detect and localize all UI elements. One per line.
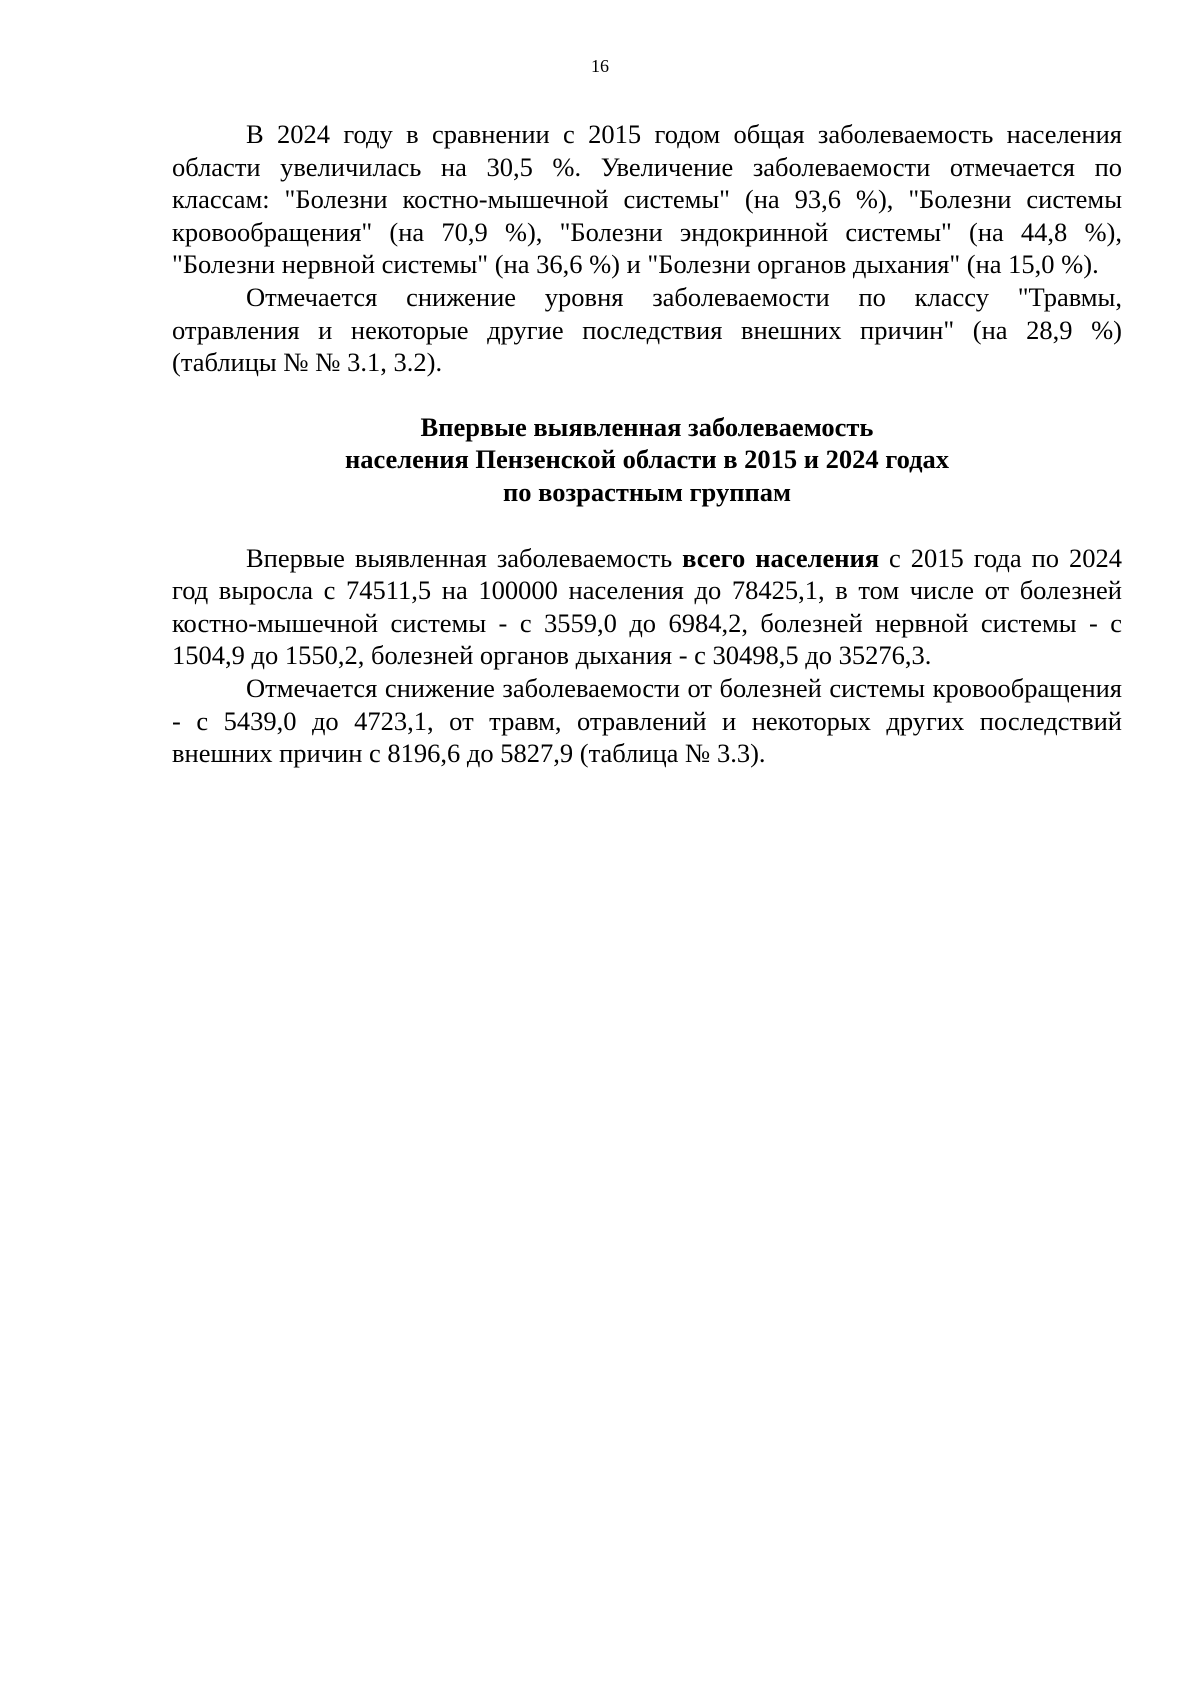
paragraph-new-cases-decrease: Отмечается снижение заболеваемости от болезней системы кровообращения - с 5439,0 до 4723,1, от травм, отравлений и некоторых других последствий внешних причин с 8196,6 до 5827,9 (таблица № 3.3). — [172, 672, 1122, 769]
paragraph-injuries-decrease: Отмечается снижение уровня заболеваемости по классу "Травмы, отравления и некоторые другие последствия внешних причин" (на 28,9 %) (таблицы № № 3.1, 3.2). — [172, 281, 1122, 378]
section-heading-line-2: населения Пензенской области в 2015 и 2024 годах — [344, 444, 950, 475]
section-heading-line-3: по возрастным группам — [502, 476, 792, 507]
document-body — [172, 118, 1122, 770]
section-heading-line-1: Впервые выявленная заболеваемость — [420, 411, 874, 442]
paragraph-new-cases-growth — [172, 542, 1122, 672]
paragraph-text-end: с 2015 года по 2024 год выросла с 74511,5 на 100000 населения до 78425,1, в том числе от болезней костно-мышечной системы - с 3559,0 до 6984,2, болезней нервной системы - с 1504,9 до 1550,2, болезней органов дыхания - с 30498,5 до 35276,3. — [172, 542, 1123, 671]
page-number: 16 — [591, 56, 609, 76]
section-heading — [172, 411, 1122, 509]
paragraph-text-start: Впервые выявленная заболеваемость — [246, 542, 683, 573]
paragraph-overall-morbidity: В 2024 году в сравнении с 2015 годом общая заболеваемость населения области увеличилась на 30,5 %. Увеличение заболеваемости отмечается по классам: "Болезни костно-мышечной системы" (на 93,6 %), "Болезни системы кровообращения" (на 70,9 %), "Болезни эндокринной системы" (на 44,8 %), "Болезни нервной системы" (на 36,6 %) и "Болезни органов дыхания" (на 15,0 %). — [172, 119, 1122, 280]
paragraph-bold-phrase: всего населения — [682, 542, 880, 573]
